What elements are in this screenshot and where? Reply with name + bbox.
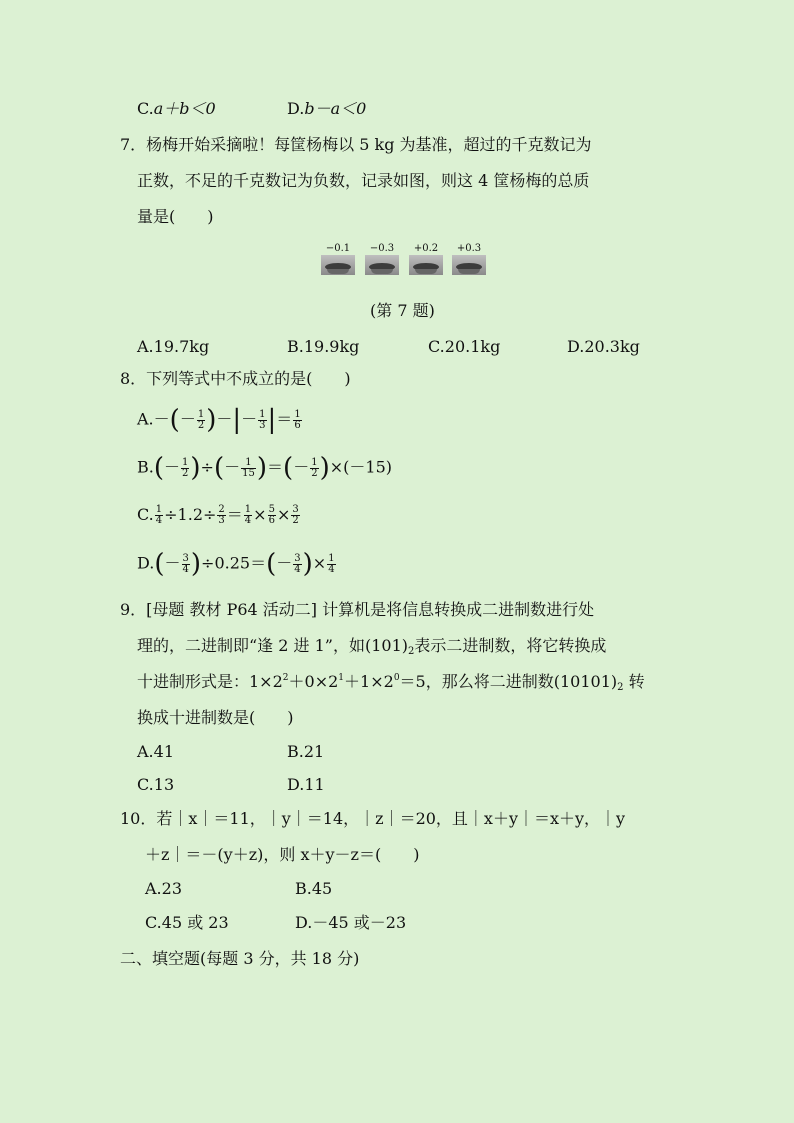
- basket-picture: [409, 255, 443, 275]
- basket-image-4: [452, 243, 486, 273]
- q9-line2: 理的，二进制即“逢 2 进 1”，如$(101)_2$表示二进制数，将它转换成: [137, 636, 607, 657]
- q7-option-c: C.20.1kg: [428, 337, 501, 356]
- q6-c-expr: a＋b＜0: [153, 99, 216, 118]
- q10-option-b: B.45: [295, 879, 333, 898]
- basket-label-2: −0.3: [369, 243, 395, 254]
- q9-option-b: B.21: [287, 742, 325, 761]
- section-heading: 二、填空题(每题 3 分，共 18 分): [120, 949, 360, 968]
- q8-option-d: D.(－ $\frac{3}{4}$ )÷0.25＝(－ $\frac{3}{4}$ )× $\frac{1}{4}$: [137, 549, 335, 579]
- q10-option-c: C.45 或 23: [145, 913, 229, 932]
- q6-c-label: C.: [137, 99, 154, 118]
- q6-option-c: [137, 101, 216, 117]
- q7-option-d: D.20.3kg: [567, 337, 640, 356]
- basket-image-2: [365, 243, 399, 273]
- q10-line2: ＋z｜＝－(y＋z)，则 x＋y－z＝( ): [145, 845, 420, 864]
- q7-option-b: B.19.9kg: [287, 337, 360, 356]
- basket-picture: [365, 255, 399, 275]
- basket-image-1: [321, 243, 355, 273]
- q8-stem: 8．下列等式中不成立的是( ): [120, 369, 351, 388]
- basket-label-3: +0.2: [413, 243, 439, 254]
- q10-option-d: D.－45 或－23: [295, 913, 407, 932]
- q7-line1: 7．杨梅开始采摘啦！每筐杨梅以 5 kg 为基准，超过的千克数记为: [120, 135, 592, 154]
- q7-caption: (第 7 题): [370, 301, 435, 320]
- basket-picture: [452, 255, 486, 275]
- basket-picture: [321, 255, 355, 275]
- q8-option-b: B.(－ $\frac{1}{2}$ )÷(－ $\frac{1}{15}$ )＝(－ $\frac{1}{2}$ )×(－15): [137, 453, 392, 483]
- basket-label-4: +0.3: [456, 243, 482, 254]
- q10-option-a: A.23: [145, 879, 182, 898]
- q9-option-a: A.41: [137, 742, 174, 761]
- q9-line3: 十进制形式是：$1\times 2^2+0\times 2^1+1\times 2^0=5$，那么将二进制数$(10101)_2$ 转: [137, 672, 645, 693]
- q8-option-a: A.－(－ $\frac{1}{2}$ )－|－ $\frac{1}{3}$ |＝ $\frac{1}{6}$: [137, 405, 301, 435]
- q9-option-c: C.13: [137, 775, 175, 794]
- q7-line2: 正数，不足的千克数记为负数，记录如图，则这 4 筐杨梅的总质: [137, 171, 590, 190]
- q6-d-expr: b－a＜0: [304, 99, 367, 118]
- q6-d-label: D.: [287, 99, 305, 118]
- basket-image-3: [409, 243, 443, 273]
- q9-line4: 换成十进制数是( ): [137, 708, 294, 727]
- basket-label-1: −0.1: [325, 243, 351, 254]
- q6-option-d: [287, 101, 366, 117]
- q9-line1: 9．[母题 教材 P64 活动二] 计算机是将信息转换成二进制数进行处: [120, 600, 595, 619]
- q9-option-d: D.11: [287, 775, 325, 794]
- q10-line1: 10．若｜x｜＝11，｜y｜＝14，｜z｜＝20，且｜x＋y｜＝x＋y，｜y: [120, 809, 626, 828]
- q8-option-c: C. $\frac{1}{4}$ ÷1.2÷ $\frac{2}{3}$ ＝ $\frac{1}{4}$ × $\frac{5}{6}$ × $\frac{3}{2}$: [137, 504, 299, 526]
- q7-option-a: A.19.7kg: [137, 337, 210, 356]
- q7-line3: 量是( ): [137, 207, 214, 226]
